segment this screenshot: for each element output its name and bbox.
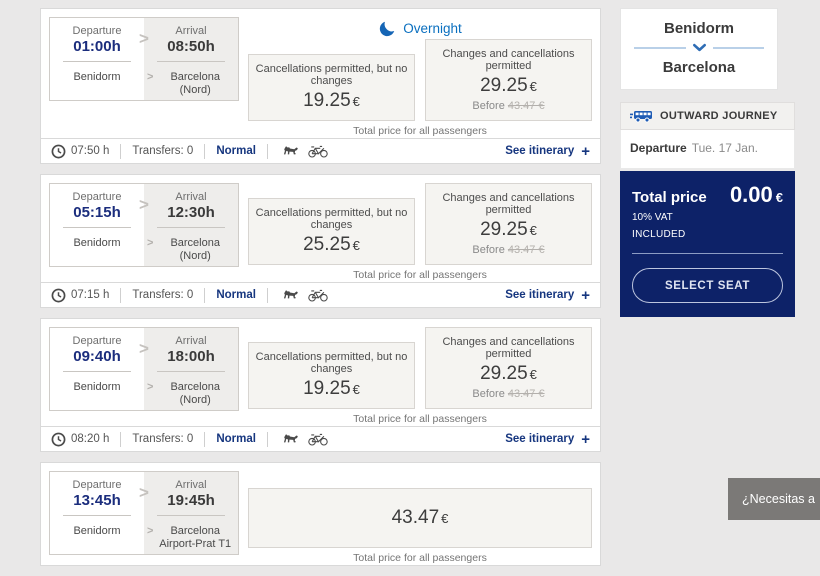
- destination-station: > Barcelona (Nord): [147, 237, 220, 262]
- fare-option-flexible[interactable]: Changes and cancellations permitted 29.25 € Before 43.47 €: [425, 183, 592, 265]
- fare-options: [248, 39, 592, 121]
- arrival-time: 08:50h: [167, 38, 215, 55]
- departure-column: [50, 472, 144, 554]
- plus-icon: +: [581, 286, 590, 304]
- departure-label: Departure: [630, 141, 687, 155]
- total-price-note: Total price for all passengers: [353, 552, 487, 564]
- fare-option-no-changes[interactable]: Cancellations permitted, but no changes 19.25 €: [248, 342, 415, 409]
- divider: [157, 61, 225, 62]
- see-itinerary-link[interactable]: See itinerary +: [505, 430, 590, 448]
- divider: [157, 227, 225, 228]
- journey-times: [49, 471, 239, 555]
- dog-icon: [283, 288, 300, 302]
- origin-station: Benidorm: [73, 381, 121, 393]
- chevron-right-icon: >: [139, 483, 149, 502]
- total-price-panel: [620, 171, 795, 317]
- chevron-right-icon: >: [147, 237, 154, 249]
- help-chat-widget[interactable]: [728, 478, 820, 520]
- departure-label: Departure: [72, 335, 122, 347]
- arrival-label: Arrival: [175, 479, 207, 491]
- arrival-label: Arrival: [175, 25, 207, 37]
- fares-area: [239, 471, 592, 565]
- fare-options: [248, 471, 592, 548]
- vat-line: 10% VAT: [632, 212, 673, 223]
- fares-area: [239, 327, 592, 426]
- fare-class: Normal: [216, 145, 256, 157]
- divider: [63, 515, 131, 516]
- departure-date: Tue. 17 Jan.: [691, 141, 758, 155]
- fare-price: 43.47 €: [391, 507, 449, 528]
- arrival-column: [144, 328, 238, 410]
- journey-card: [40, 318, 601, 452]
- fare-price: 25.25 €: [303, 234, 360, 255]
- journey-card-main: [41, 463, 600, 565]
- select-seat-button[interactable]: SELECT SEAT: [632, 268, 783, 303]
- arrival-label: Arrival: [175, 191, 207, 203]
- fare-option-flexible[interactable]: Changes and cancellations permitted 29.25 € Before 43.47 €: [425, 327, 592, 409]
- journey-times: [49, 17, 239, 101]
- route-summary: [620, 8, 778, 90]
- divider: [267, 432, 268, 447]
- divider: [632, 253, 783, 254]
- see-itinerary-link[interactable]: See itinerary +: [505, 142, 590, 160]
- arrival-column: [144, 18, 238, 100]
- fares-area: [239, 183, 592, 282]
- total-price-note: Total price for all passengers: [353, 125, 487, 137]
- divider: [267, 144, 268, 159]
- transfers: Transfers: 0: [132, 289, 194, 301]
- total-price-note: Total price for all passengers: [353, 413, 487, 425]
- bicycle-icon: [308, 288, 328, 302]
- chevron-down-icon: [692, 43, 707, 53]
- arrival-time: 18:00h: [167, 348, 215, 365]
- fare-class: Normal: [216, 289, 256, 301]
- journey-card: [40, 8, 601, 164]
- journey-card-main: [41, 175, 600, 282]
- divider: [120, 288, 121, 303]
- arrival-column: [144, 184, 238, 266]
- departure-label: Departure: [72, 191, 122, 203]
- fare-option-single[interactable]: [248, 488, 592, 548]
- divider: [204, 288, 205, 303]
- divider: [120, 144, 121, 159]
- origin-station: Benidorm: [73, 237, 121, 249]
- divider: [157, 371, 225, 372]
- fare-options: [248, 327, 592, 409]
- total-price-value: 0.00 €: [729, 182, 783, 207]
- arrival-time: 12:30h: [167, 204, 215, 221]
- departure-time: 05:15h: [73, 204, 121, 221]
- divider: [157, 515, 225, 516]
- vat-included-line: INCLUDED: [632, 229, 686, 240]
- fare-option-no-changes[interactable]: Cancellations permitted, but no changes 25.25 €: [248, 198, 415, 265]
- route-direction: [634, 43, 764, 53]
- bus-icon: [630, 110, 652, 123]
- fare-price: 29.25 €: [480, 363, 537, 384]
- transfers: Transfers: 0: [132, 145, 194, 157]
- departure-time: 01:00h: [73, 38, 121, 55]
- chevron-right-icon: >: [147, 71, 154, 83]
- journey-card-main: [41, 9, 600, 138]
- divider: [634, 47, 686, 49]
- bicycle-icon: [308, 144, 328, 158]
- journey-card: [40, 462, 601, 566]
- fare-price: 29.25 €: [480, 219, 537, 240]
- clock-icon: [51, 144, 66, 159]
- journey-footer: [41, 138, 600, 163]
- total-price-row: [632, 182, 783, 208]
- journey-card-main: [41, 319, 600, 426]
- fare-price: 19.25 €: [303, 90, 360, 111]
- chevron-right-icon: >: [147, 525, 154, 537]
- departure-time: 09:40h: [73, 348, 121, 365]
- duration: 08:20 h: [71, 433, 110, 445]
- journey-card: [40, 174, 601, 308]
- divider: [63, 227, 131, 228]
- departure-column: [50, 328, 144, 410]
- fare-options: [248, 183, 592, 265]
- clock-icon: [51, 432, 66, 447]
- origin-station: Benidorm: [73, 525, 121, 537]
- divider: [63, 371, 131, 372]
- arrival-time: 19:45h: [167, 492, 215, 509]
- plus-icon: +: [581, 430, 590, 448]
- divider: [120, 432, 121, 447]
- duration: 07:50 h: [71, 145, 110, 157]
- previous-price: Before 43.47 €: [472, 244, 545, 256]
- departure-date-row: [620, 130, 795, 169]
- divider: [267, 288, 268, 303]
- departure-label: Departure: [72, 25, 122, 37]
- total-price-label: Total price: [632, 189, 707, 206]
- see-itinerary-link[interactable]: See itinerary +: [505, 286, 590, 304]
- departure-column: [50, 184, 144, 266]
- fare-option-no-changes[interactable]: Cancellations permitted, but no changes 19.25 €: [248, 54, 415, 121]
- fare-option-flexible[interactable]: Changes and cancellations permitted 29.25 € Before 43.47 €: [425, 39, 592, 121]
- departure-label: Departure: [72, 479, 122, 491]
- chevron-right-icon: >: [139, 195, 149, 214]
- bicycle-icon: [308, 432, 328, 446]
- journey-footer: [41, 426, 600, 451]
- overnight-badge: [248, 17, 592, 39]
- outward-journey-label: OUTWARD JOURNEY: [660, 110, 778, 122]
- overnight-label: Overnight: [403, 20, 462, 36]
- transfers: Transfers: 0: [132, 433, 194, 445]
- divider: [204, 432, 205, 447]
- divider: [204, 144, 205, 159]
- fares-area: [239, 17, 592, 138]
- fare-class: Normal: [216, 433, 256, 445]
- previous-price: Before 43.47 €: [472, 388, 545, 400]
- route-origin: Benidorm: [663, 20, 734, 37]
- route-destination: Barcelona: [662, 59, 736, 76]
- chevron-right-icon: >: [139, 339, 149, 358]
- dog-icon: [283, 432, 300, 446]
- previous-price: Before 43.47 €: [472, 100, 545, 112]
- moon-icon: [378, 19, 397, 38]
- destination-station: > Barcelona (Nord): [147, 71, 220, 96]
- departure-column: [50, 18, 144, 100]
- fare-price: 19.25 €: [303, 378, 360, 399]
- divider: [713, 47, 765, 49]
- clock-icon: [51, 288, 66, 303]
- chevron-right-icon: >: [139, 29, 149, 48]
- fare-price: 29.25 €: [480, 75, 537, 96]
- outward-journey-header: [620, 102, 795, 130]
- journey-results-list: [40, 8, 601, 576]
- journey-times: [49, 327, 239, 411]
- origin-station: Benidorm: [73, 71, 121, 83]
- divider: [63, 61, 131, 62]
- duration: 07:15 h: [71, 289, 110, 301]
- journey-times: [49, 183, 239, 267]
- chevron-right-icon: >: [147, 381, 154, 393]
- dog-icon: [283, 144, 300, 158]
- destination-station: > Barcelona Airport-Prat T1: [147, 525, 232, 550]
- arrival-label: Arrival: [175, 335, 207, 347]
- arrival-column: [144, 472, 238, 554]
- departure-time: 13:45h: [73, 492, 121, 509]
- booking-summary-sidebar: [620, 8, 795, 317]
- journey-footer: [41, 282, 600, 307]
- total-price-note: Total price for all passengers: [353, 269, 487, 281]
- help-chat-label: ¿Necesitas a: [742, 492, 815, 506]
- plus-icon: +: [581, 142, 590, 160]
- destination-station: > Barcelona (Nord): [147, 381, 220, 406]
